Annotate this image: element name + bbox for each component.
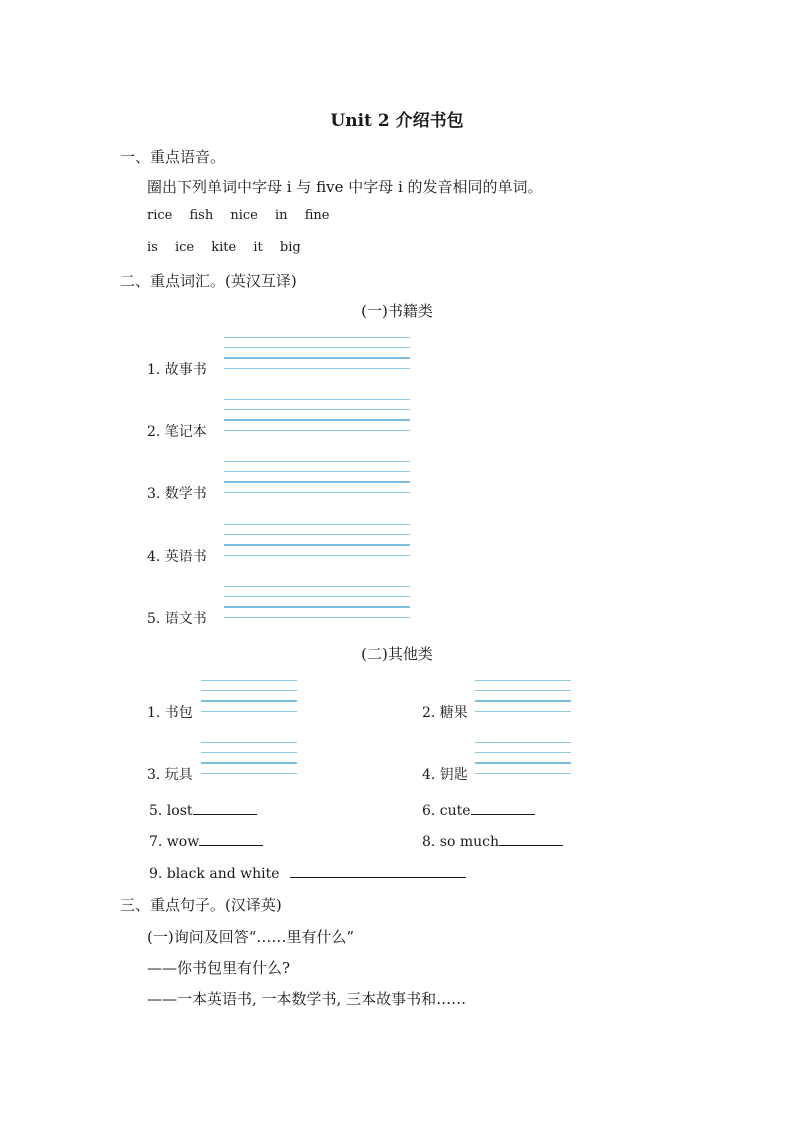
word-item: fish — [189, 208, 214, 223]
others-subheading: (二)其他类 — [361, 645, 433, 663]
answer-blank[interactable] — [471, 801, 535, 815]
phrase-item — [422, 801, 535, 819]
word-item: big — [279, 240, 301, 255]
vocab-item-schoolbag: 1. 书包 — [147, 705, 193, 721]
answer-blank[interactable] — [499, 832, 563, 846]
vocab-item-maths-book: 3. 数学书 — [147, 486, 207, 502]
vocab-item-key: 4. 钥匙 — [422, 767, 468, 783]
phrase-item — [149, 864, 466, 882]
phrase-item — [149, 832, 263, 850]
answer-line: ——一本英语书, 一本数学书, 三本故事书和…… — [147, 990, 467, 1008]
page-title: Unit 2 介绍书包 — [330, 111, 464, 131]
word-item: in — [275, 208, 288, 223]
phrase-text: 7. wow — [149, 834, 200, 850]
phrase-text: 6. cute — [422, 803, 471, 819]
phrase-text: 5. lost — [149, 803, 193, 819]
vocab-item-notebook: 2. 笔记本 — [147, 424, 207, 440]
word-item: nice — [230, 208, 258, 223]
word-item: ice — [174, 240, 195, 255]
vocab-item-chinese-book: 5. 语文书 — [147, 611, 207, 627]
phrase-text: 9. black and white — [149, 866, 280, 882]
phrase-item — [422, 832, 563, 850]
phrase-item — [149, 801, 257, 819]
phrase-text: 8. so much — [422, 834, 500, 850]
vocab-item-toy: 3. 玩具 — [147, 767, 193, 783]
books-subheading: (一)书籍类 — [361, 302, 433, 320]
section2-heading: 二、重点词汇。(英汉互译) — [120, 272, 297, 290]
word-item: rice — [147, 208, 173, 223]
word-item: is — [147, 240, 158, 255]
answer-blank[interactable] — [193, 801, 257, 815]
answer-blank[interactable] — [199, 832, 263, 846]
section3-subheading: (一)询问及回答“……里有什么” — [147, 928, 355, 946]
section3-heading: 三、重点句子。(汉译英) — [120, 896, 282, 914]
word-row-1 — [147, 208, 342, 223]
word-row-2 — [147, 240, 314, 255]
answer-blank[interactable] — [290, 864, 466, 878]
vocab-item-candy: 2. 糖果 — [422, 705, 468, 721]
word-item: fine — [304, 208, 330, 223]
question-line: ——你书包里有什么? — [147, 959, 291, 977]
section1-heading: 一、重点语音。 — [120, 148, 226, 166]
section1-instruction: 圈出下列单词中字母 i 与 five 中字母 i 的发音相同的单词。 — [147, 178, 543, 196]
word-item: it — [253, 240, 263, 255]
word-item: kite — [211, 240, 237, 255]
vocab-item-english-book: 4. 英语书 — [147, 549, 207, 565]
vocab-item-storybook: 1. 故事书 — [147, 362, 207, 378]
